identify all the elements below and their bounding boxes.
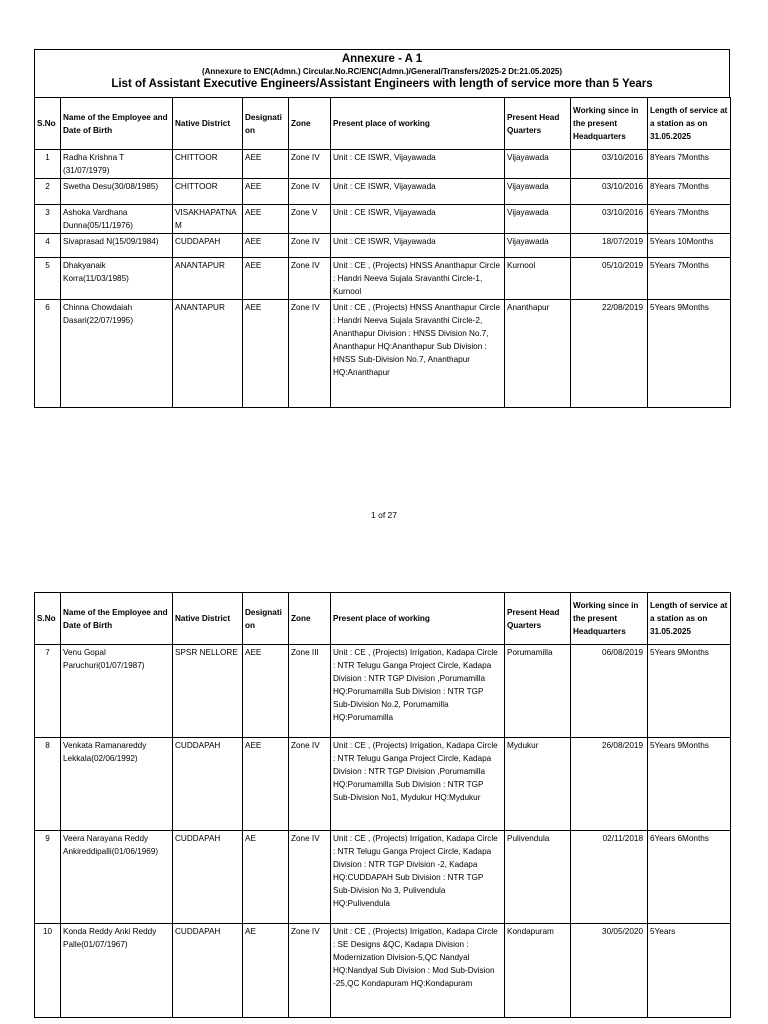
cell-sno: 5 xyxy=(35,258,61,300)
cell-service: 8Years 7Months xyxy=(648,150,731,179)
cell-since: 05/10/2019 xyxy=(571,258,648,300)
cell-hq: Vijayawada xyxy=(505,150,571,179)
table-page-2-wrapper xyxy=(34,592,730,1018)
cell-since: 03/10/2016 xyxy=(571,150,648,179)
cell-name: Radha Krishna T (31/07/1979) xyxy=(61,150,173,179)
cell-place: Unit : CE ISWR, Vijayawada xyxy=(331,234,505,258)
cell-name: Venu Gopal Paruchuri(01/07/1987) xyxy=(61,645,173,738)
col-header-hq: Present Head Quarters xyxy=(505,593,571,645)
cell-since: 26/08/2019 xyxy=(571,738,648,831)
cell-service: 5Years 9Months xyxy=(648,300,731,408)
cell-zone: Zone IV xyxy=(289,150,331,179)
cell-district: CHITTOOR xyxy=(173,150,243,179)
cell-zone: Zone IV xyxy=(289,831,331,924)
cell-hq: Vijayawada xyxy=(505,234,571,258)
cell-name: Swetha Desu(30/08/1985) xyxy=(61,179,173,205)
cell-service: 5Years 9Months xyxy=(648,738,731,831)
cell-service: 8Years 7Months xyxy=(648,179,731,205)
table-header-row xyxy=(35,98,731,150)
cell-since: 02/11/2018 xyxy=(571,831,648,924)
cell-place: Unit : CE ISWR, Vijayawada xyxy=(331,179,505,205)
cell-sno: 7 xyxy=(35,645,61,738)
col-header-name: Name of the Employee and Date of Birth xyxy=(61,98,173,150)
cell-district: CUDDAPAH xyxy=(173,738,243,831)
table-header-row xyxy=(35,593,731,645)
cell-place: Unit : CE ISWR, Vijayawada xyxy=(331,150,505,179)
cell-designation: AEE xyxy=(243,738,289,831)
circular-reference: (Annexure to ENC(Admn.) Circular.No.RC/ENC(Admn.)/General/Transfers/2025-2 Dt:21.05.2025) xyxy=(201,67,563,76)
col-header-designation: Designation xyxy=(243,593,289,645)
cell-hq: Vijayawada xyxy=(505,179,571,205)
col-header-district: Native District xyxy=(173,98,243,150)
cell-place: Unit : CE , (Projects) HNSS Ananthapur Circle : Handri Neeva Sujala Sravanthi Circle-1, Kurnool xyxy=(331,258,505,300)
cell-zone: Zone IV xyxy=(289,258,331,300)
cell-zone: Zone IV xyxy=(289,300,331,408)
table-row xyxy=(35,258,731,300)
cell-sno: 1 xyxy=(35,150,61,179)
col-header-sno: S.No xyxy=(35,593,61,645)
cell-district: SPSR NELLORE xyxy=(173,645,243,738)
cell-zone: Zone IV xyxy=(289,924,331,1018)
col-header-hq: Present Head Quarters xyxy=(505,98,571,150)
col-header-since: Working since in the present Headquarters xyxy=(571,593,648,645)
cell-hq: Vijayawada xyxy=(505,205,571,234)
table-page-1-wrapper xyxy=(34,97,730,408)
cell-district: ANANTAPUR xyxy=(173,300,243,408)
cell-since: 18/07/2019 xyxy=(571,234,648,258)
list-heading: List of Assistant Executive Engineers/Assistant Engineers with length of service more than 5 Years xyxy=(111,78,653,90)
cell-sno: 8 xyxy=(35,738,61,831)
cell-zone: Zone IV xyxy=(289,179,331,205)
cell-zone: Zone IV xyxy=(289,234,331,258)
table-row xyxy=(35,645,731,738)
cell-name: Dhakyanaik Korra(11/03/1985) xyxy=(61,258,173,300)
col-header-district: Native District xyxy=(173,593,243,645)
table-row xyxy=(35,924,731,1018)
cell-designation: AEE xyxy=(243,150,289,179)
col-header-zone: Zone xyxy=(289,98,331,150)
cell-designation: AEE xyxy=(243,205,289,234)
cell-hq: Pulivendula xyxy=(505,831,571,924)
cell-designation: AE xyxy=(243,924,289,1018)
cell-hq: Ananthapur xyxy=(505,300,571,408)
cell-sno: 2 xyxy=(35,179,61,205)
cell-hq: Porumamilla xyxy=(505,645,571,738)
cell-zone: Zone IV xyxy=(289,738,331,831)
cell-name: Ashoka Vardhana Dunna(05/11/1976) xyxy=(61,205,173,234)
col-header-since: Working since in the present Headquarters xyxy=(571,98,648,150)
cell-zone: Zone V xyxy=(289,205,331,234)
table-row xyxy=(35,205,731,234)
cell-designation: AEE xyxy=(243,645,289,738)
annexure-header xyxy=(34,49,730,98)
col-header-sno: S.No xyxy=(35,98,61,150)
cell-place: Unit : CE ISWR, Vijayawada xyxy=(331,205,505,234)
cell-designation: AEE xyxy=(243,234,289,258)
col-header-designation: Designation xyxy=(243,98,289,150)
cell-zone: Zone III xyxy=(289,645,331,738)
cell-hq: Mydukur xyxy=(505,738,571,831)
cell-hq: Kondapuram xyxy=(505,924,571,1018)
table-row xyxy=(35,738,731,831)
cell-designation: AEE xyxy=(243,258,289,300)
cell-designation: AEE xyxy=(243,179,289,205)
cell-designation: AE xyxy=(243,831,289,924)
cell-service: 6Years 6Months xyxy=(648,831,731,924)
table-row xyxy=(35,234,731,258)
cell-place: Unit : CE , (Projects) HNSS Ananthapur Circle : Handri Neeva Sujala Sravanthi Circle-2, Ananthapur Division : HNSS Division No.7, Ananthapur HQ:Ananthapur Sub Division : HNSS Sub-Division No.7, Ananthapur HQ:Ananthapur xyxy=(331,300,505,408)
cell-place: Unit : CE , (Projects) Irrigation, Kadapa Circle : SE Designs &QC, Kadapa Division : Modernization Division-5,QC Nandyal HQ:Nandyal Sub Division : Mod Sub-Dvision -25,QC Kondapuram HQ:Kondapuram xyxy=(331,924,505,1018)
table-row xyxy=(35,150,731,179)
cell-sno: 6 xyxy=(35,300,61,408)
cell-sno: 10 xyxy=(35,924,61,1018)
cell-district: CUDDAPAH xyxy=(173,234,243,258)
cell-service: 5Years xyxy=(648,924,731,1018)
annexure-title: Annexure - A 1 xyxy=(341,53,423,65)
cell-since: 03/10/2016 xyxy=(571,205,648,234)
cell-district: VISAKHAPATNAM xyxy=(173,205,243,234)
col-header-zone: Zone xyxy=(289,593,331,645)
employee-table-page-1 xyxy=(34,97,731,408)
cell-name: Sivaprasad N(15/09/1984) xyxy=(61,234,173,258)
cell-sno: 3 xyxy=(35,205,61,234)
cell-hq: Kurnool xyxy=(505,258,571,300)
cell-district: CUDDAPAH xyxy=(173,831,243,924)
cell-designation: AEE xyxy=(243,300,289,408)
cell-place: Unit : CE , (Projects) Irrigation, Kadapa Circle : NTR Telugu Ganga Project Circle, Kadapa Division : NTR TGP Division -2, Kadapa HQ:CUDDAPAH Sub Division : NTR TGP Sub-Division No 3, Pulivendula HQ:Pulivendula xyxy=(331,831,505,924)
cell-name: Veera Narayana Reddy Ankireddipalli(01/06/1969) xyxy=(61,831,173,924)
cell-district: CUDDAPAH xyxy=(173,924,243,1018)
page-number: 1 of 27 xyxy=(371,510,397,520)
col-header-service: Length of service at a station as on 31.05.2025 xyxy=(648,98,731,150)
col-header-service: Length of service at a station as on 31.05.2025 xyxy=(648,593,731,645)
cell-place: Unit : CE , (Projects) Irrigation, Kadapa Circle : NTR Telugu Ganga Project Circle, Kadapa Division : NTR TGP Division ,Porumamilla HQ:Porumamilla Sub Division : NTR TGP Sub-Division No.2, Porumamilla HQ:Porumamilla xyxy=(331,645,505,738)
cell-service: 6Years 7Months xyxy=(648,205,731,234)
cell-service: 5Years 9Months xyxy=(648,645,731,738)
cell-district: ANANTAPUR xyxy=(173,258,243,300)
cell-sno: 4 xyxy=(35,234,61,258)
cell-sno: 9 xyxy=(35,831,61,924)
cell-since: 06/08/2019 xyxy=(571,645,648,738)
cell-name: Konda Reddy Anki Reddy Palle(01/07/1967) xyxy=(61,924,173,1018)
cell-since: 03/10/2016 xyxy=(571,179,648,205)
table-row xyxy=(35,179,731,205)
table-row xyxy=(35,300,731,408)
col-header-name: Name of the Employee and Date of Birth xyxy=(61,593,173,645)
col-header-place: Present place of working xyxy=(331,593,505,645)
table-row xyxy=(35,831,731,924)
cell-district: CHITTOOR xyxy=(173,179,243,205)
cell-service: 5Years 10Months xyxy=(648,234,731,258)
cell-service: 5Years 7Months xyxy=(648,258,731,300)
cell-name: Venkata Ramanareddy Lekkala(02/06/1992) xyxy=(61,738,173,831)
employee-table-page-2 xyxy=(34,592,731,1018)
cell-name: Chinna Chowdaiah Dasari(22/07/1995) xyxy=(61,300,173,408)
cell-since: 22/08/2019 xyxy=(571,300,648,408)
cell-since: 30/05/2020 xyxy=(571,924,648,1018)
cell-place: Unit : CE , (Projects) Irrigation, Kadapa Circle : NTR Telugu Ganga Project Circle, Kadapa Division : NTR TGP Division ,Porumamilla HQ:Porumamilla Sub Division : NTR TGP Sub-Division No1, Mydukur HQ:Mydukur xyxy=(331,738,505,831)
col-header-place: Present place of working xyxy=(331,98,505,150)
